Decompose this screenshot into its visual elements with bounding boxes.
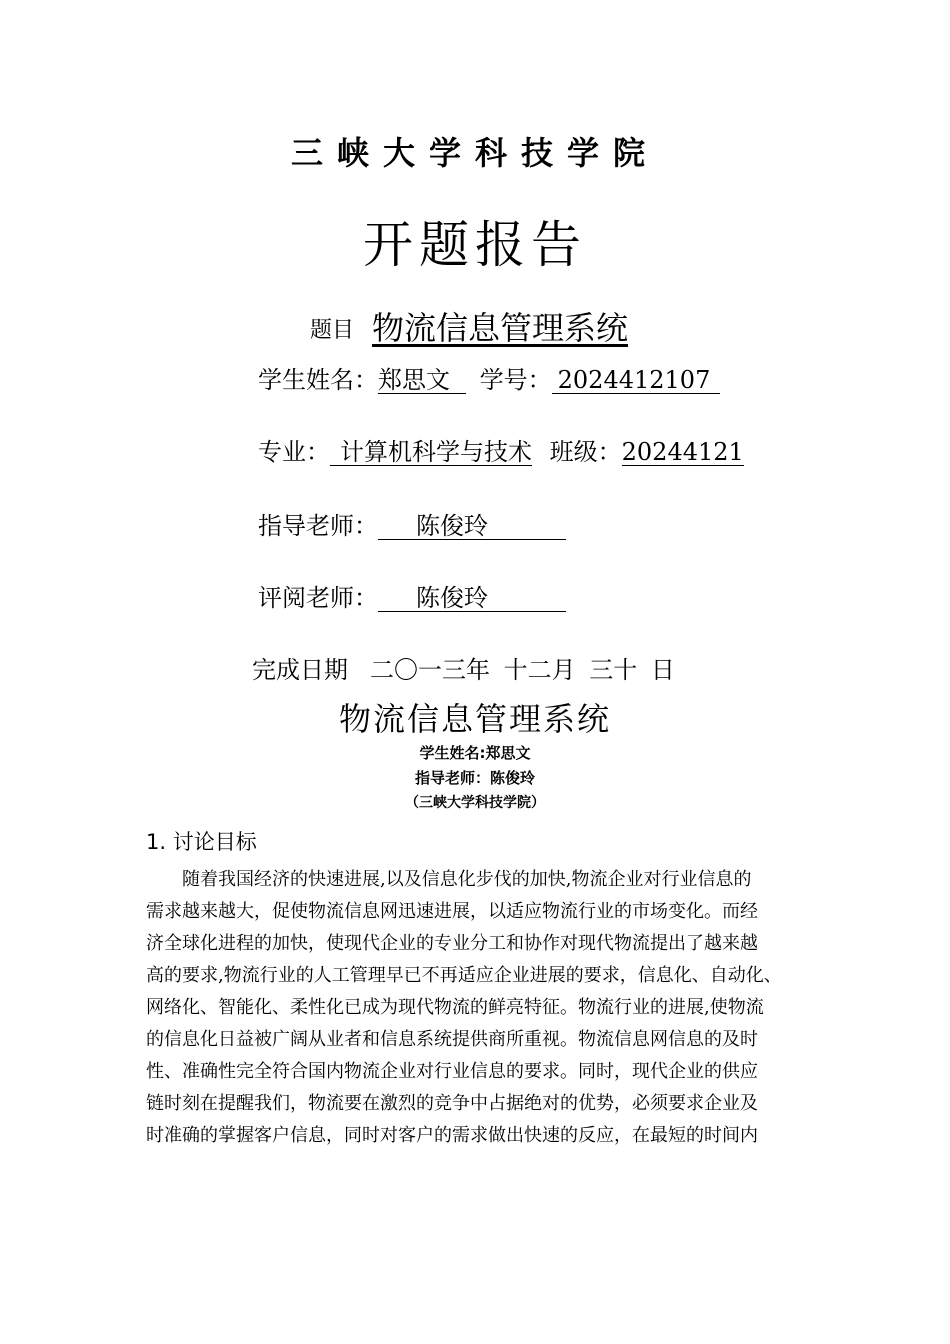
article-title: 物流信息管理系统 bbox=[338, 700, 611, 738]
date-year: 二〇一三年 bbox=[370, 656, 490, 684]
body-paragraph bbox=[146, 864, 816, 1152]
body-line: 链时刻在提醒我们，物流要在激烈的竞争中占据绝对的优势，必须要求企业及 bbox=[146, 1093, 758, 1114]
date-day-number: 三十 bbox=[589, 656, 638, 684]
body-line: 网络化、智能化、柔性化已成为现代物流的鲜亮特征。物流行业的进展,使物流 bbox=[146, 997, 764, 1018]
section-heading: 1. 讨论目标 bbox=[146, 830, 257, 854]
body-line: 性、准确性完全符合国内物流企业对行业信息的要求。同时，现代企业的供应 bbox=[146, 1061, 758, 1082]
body-line: 随着我国经济的快速进展,以及信息化步伐的加快,物流企业对行业信息的 bbox=[182, 869, 752, 890]
date-label: 完成日期 bbox=[252, 656, 348, 684]
advisor-label: 指导老师： bbox=[258, 512, 378, 540]
article-affiliation-line: （三峡大学科技学院） bbox=[405, 795, 545, 811]
topic-value: 物流信息管理系统 bbox=[372, 309, 629, 347]
advisor-row bbox=[258, 506, 566, 541]
reviewer-label: 评阅老师： bbox=[258, 584, 378, 612]
article-advisor-line: 指导老师：陈俊玲 bbox=[414, 769, 535, 787]
body-line: 需求越来越大，促使物流信息网迅速进展，以适应物流行业的市场变化。而经 bbox=[146, 901, 758, 922]
topic-label: 题目 bbox=[310, 318, 355, 343]
school-name: 三峡大学科技学院 bbox=[290, 134, 659, 172]
body-line: 时准确的掌握客户信息，同时对客户的需求做出快速的反应，在最短的时间内 bbox=[146, 1125, 758, 1146]
student-info-row bbox=[258, 360, 720, 395]
body-line: 的信息化日益被广阔从业者和信息系统提供商所重视。物流信息网信息的及时 bbox=[146, 1029, 758, 1050]
date-day-unit: 日 bbox=[650, 656, 675, 684]
major-value: 计算机科学与技术 bbox=[330, 439, 532, 466]
major-label: 专业： bbox=[258, 438, 330, 466]
body-line: 济全球化进程的加快，使现代企业的专业分工和协作对现代物流提出了越来越 bbox=[146, 933, 758, 954]
report-title: 开题报告 bbox=[363, 216, 587, 274]
body-line: 高的要求,物流行业的人工管理早已不再适应企业进展的要求，信息化、自动化、 bbox=[146, 965, 782, 986]
reviewer-value: 陈俊玲 bbox=[378, 585, 566, 612]
completion-date-row bbox=[252, 650, 681, 685]
student-name-value: 郑思文 bbox=[378, 367, 466, 394]
major-class-row bbox=[258, 432, 744, 467]
advisor-value: 陈俊玲 bbox=[378, 513, 566, 540]
date-month: 十二月 bbox=[503, 656, 576, 684]
reviewer-row bbox=[258, 578, 566, 613]
article-student-line: 学生姓名:郑思文 bbox=[419, 744, 531, 762]
class-label: 班级： bbox=[549, 438, 622, 466]
class-value: 20244121 bbox=[621, 438, 744, 466]
student-id-label: 学号： bbox=[479, 366, 552, 394]
student-id-value: 2024412107 bbox=[552, 367, 720, 394]
student-name-label: 学生姓名： bbox=[258, 366, 378, 394]
